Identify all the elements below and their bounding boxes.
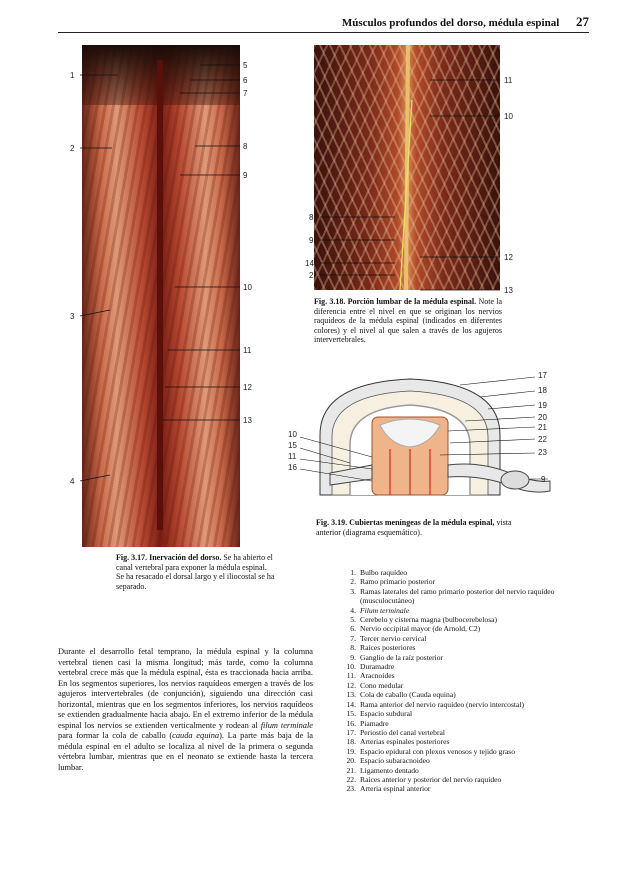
fig-3-18-label: 12	[504, 253, 513, 262]
fig-3-17-label: 5	[243, 61, 248, 70]
legend-item: 6. Nervio occipital mayor (de Arnold, C2)	[350, 624, 481, 634]
fig-3-19-caption-text: vista anterior (diagrama esquemático).	[316, 518, 512, 537]
legend-item: 22. Raíces anterior y posterior del nervio raquídeo	[346, 774, 502, 784]
fig-3-17-label: 8	[243, 142, 248, 151]
body-text-part: para formar la cola de caballo (	[58, 731, 173, 740]
fig-3-17-caption-title: Fig. 3.17. Inervación del dorso.	[116, 553, 222, 562]
legend-item: 3. Ramas laterales del ramo primario posterior del nervio raquídeo (musculocutáneo)	[350, 586, 555, 606]
fig-3-18-label: 10	[504, 112, 513, 121]
legend-item: 5. Cerebelo y cisterna magna (bulbocerebelosa)	[350, 615, 498, 625]
legend-list	[342, 568, 592, 794]
fig-3-17-label: 3	[70, 312, 75, 321]
legend-item: 9. Ganglio de la raíz posterior	[350, 652, 444, 662]
body-text-italic: cauda equina	[172, 731, 220, 740]
legend-item: 12. Cono medular	[346, 680, 404, 690]
legend-item: 10. Duramadre	[346, 662, 395, 672]
fig-3-17-label: 13	[243, 416, 252, 425]
fig-3-17-label: 1	[70, 71, 75, 80]
fig-3-17-label: 7	[243, 89, 248, 98]
fig-3-19-label: 15	[288, 441, 297, 450]
fig-3-17-label: 10	[243, 283, 252, 292]
fig-3-19-label: 18	[538, 386, 547, 395]
fig-3-19-label: 19	[538, 401, 547, 410]
fig-3-18-label: 2	[309, 271, 314, 280]
body-text-part: Durante el desarrollo fetal temprano, la médula espinal y la columna vertebral tienen casi la misma longitud; más tarde, como la columna vertebral crece más que la médula espinal, ésta es traccionada hacia arriba. En los segmentos superiores, los nervios raquídeos emergen a través de los agujeros intervertebrales (de conjunción), siguiendo una dirección casi horizontal, mientras que en los segmentos inferiores, los nervios raquídeos se extienden gradualmente hacia abajo. En el extremo inferior de la médula espinal los nervios se extienden verticalmente y rodean al	[58, 647, 313, 730]
legend-item: 20. Espacio subaracnoideo	[346, 756, 430, 766]
legend-item: 16. Piamadre	[346, 718, 389, 728]
fig-3-18-caption	[314, 297, 502, 345]
fig-3-19-label: 9	[541, 475, 546, 484]
legend-item: 7. Tercer nervio cervical	[350, 633, 427, 643]
fig-3-18-label: 13	[504, 286, 513, 295]
legend-item: 17. Periostio del canal vertebral	[346, 727, 445, 737]
legend-item: 13. Cola de caballo (Cauda equina)	[346, 690, 456, 700]
fig-3-19-label: 23	[538, 448, 547, 457]
page-number: 27	[576, 14, 589, 29]
fig-3-19-caption-title: Fig. 3.19. Cubiertas meníngeas de la médula espinal,	[316, 518, 495, 527]
body-text-italic: filum terminale	[260, 720, 313, 730]
legend-item: 23. Arteria espinal anterior	[346, 784, 431, 794]
fig-3-17-label: 6	[243, 76, 248, 85]
fig-3-17-label: 12	[243, 383, 252, 392]
fig-3-17-caption-text: Se ha abierto el canal vertebral para exponer la médula espinal. Se ha resacado el dorsal largo y el iliocostal se ha separado.	[116, 553, 275, 591]
fig-3-19-label: 11	[288, 452, 297, 461]
fig-3-18-label: 11	[504, 76, 513, 85]
fig-3-17-label: 4	[70, 477, 75, 486]
fig-3-18-label: 14	[305, 259, 314, 268]
fig-3-18-label: 8	[309, 213, 314, 222]
legend-item: 14. Rama anterior del nervio raquídeo (nervio intercostal)	[346, 699, 525, 709]
fig-3-19-label: 21	[538, 423, 547, 432]
legend-item: 21. Ligamento dentado	[346, 765, 419, 775]
legend-item: 18. Arterias espinales posteriores	[346, 737, 450, 747]
legend-item: 4. Filum terminale	[350, 605, 410, 615]
body-paragraph	[58, 647, 313, 773]
legend-item: 15. Espacio subdural	[346, 709, 413, 719]
legend-item: 11. Aracnoides	[346, 671, 395, 681]
fig-3-19-label: 20	[538, 413, 547, 422]
fig-3-17-label: 2	[70, 144, 75, 153]
running-title: Músculos profundos del dorso, médula espinal	[341, 17, 560, 29]
fig-3-17-label: 9	[243, 171, 248, 180]
legend-item: 1. Bulbo raquídeo	[350, 568, 408, 577]
fig-3-18-label: 9	[309, 236, 314, 245]
legend-item: 19. Espacio epidural con plexos venosos y tejido graso	[346, 746, 516, 756]
fig-3-19-caption	[316, 518, 536, 537]
fig-3-18-caption-title: Fig. 3.18. Porción lumbar de la médula espinal.	[314, 297, 477, 306]
fig-3-19-label: 17	[538, 371, 547, 380]
fig-3-19-label: 10	[288, 430, 297, 439]
body-text-part: ). La parte más baja de la médula espinal en el adulto se localiza al nivel de la primera o segunda vértebra lumbar, mientras que en el neonato se extiende hasta la tercera lumbar.	[58, 731, 314, 772]
fig-3-18-caption-text: Note la diferencia entre el nivel en que se originan los nervios raquídeos de la médula espinal (indicados en diferentes colores) y el nivel al que salen a través de los agujeros intervertebrales.	[314, 297, 503, 344]
legend-item: 2. Ramo primario posterior	[350, 577, 436, 587]
fig-3-19-label: 22	[538, 435, 547, 444]
fig-3-19-label: 16	[288, 463, 297, 472]
fig-3-17-label: 11	[243, 346, 252, 355]
legend-item: 8. Raíces posteriores	[350, 643, 416, 653]
